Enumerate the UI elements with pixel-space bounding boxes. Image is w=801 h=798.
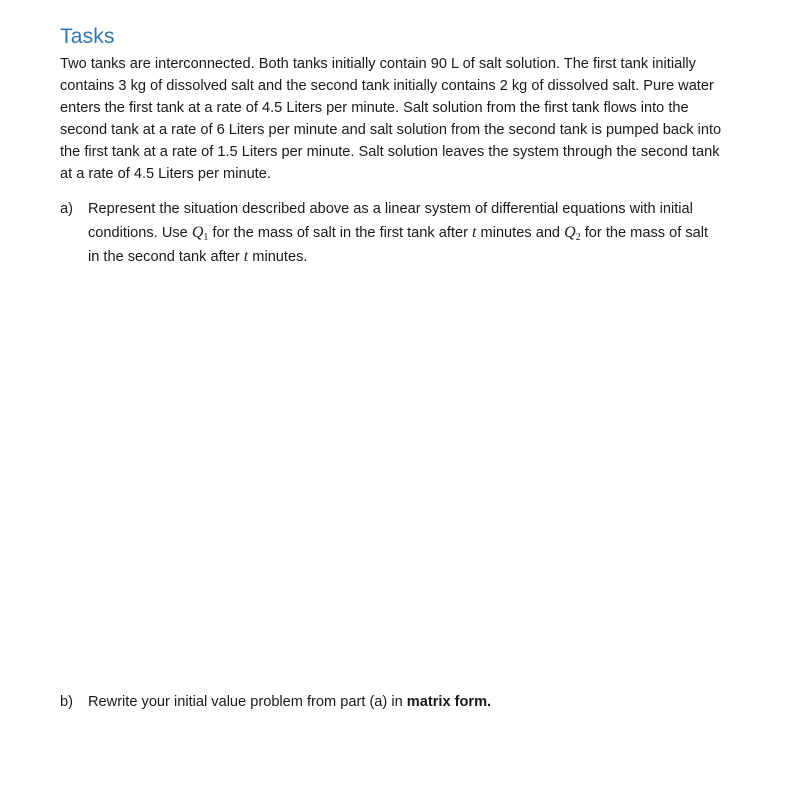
- t-symbol: t: [243, 248, 249, 265]
- task-a-text: for the mass of salt: [584, 225, 709, 241]
- task-a-text: minutes and: [480, 225, 561, 241]
- task-b-text: Rewrite your initial value problem from part (a) in: [88, 694, 403, 710]
- intro-line: enters the first tank at a rate of 4.5 Liters per minute. Salt solution from the first tank flows into the: [60, 100, 689, 116]
- task-a-line-3: [88, 245, 770, 269]
- intro-line: the first tank at a rate of 1.5 Liters per minute. Salt solution leaves the system through the second tank: [60, 144, 720, 160]
- q1-symbol: $Q_1$: [191, 224, 209, 243]
- task-b-bold-text: matrix form.: [406, 694, 492, 710]
- task-b: [60, 691, 770, 713]
- task-a: [60, 197, 770, 269]
- t-symbol: t: [472, 224, 477, 241]
- intro-line: at a rate of 4.5 Liters per minute.: [60, 166, 271, 182]
- task-a-text: minutes.: [252, 249, 308, 265]
- intro-paragraph: [60, 53, 760, 185]
- task-a-text: for the mass of salt in the first tank after: [212, 225, 468, 241]
- section-heading: Tasks: [60, 25, 115, 48]
- task-a-body: [88, 197, 770, 269]
- task-b-line: [88, 691, 770, 713]
- intro-line: contains 3 kg of dissolved salt and the second tank initially contains 2 kg of dissolved salt. Pure water: [60, 78, 714, 94]
- task-a-line-1: Represent the situation described above as a linear system of differential equations with initial: [88, 201, 693, 217]
- task-a-line-2: [88, 221, 770, 245]
- task-a-text: in the second tank after: [88, 249, 240, 265]
- task-b-body: [88, 691, 770, 713]
- task-b-marker: b): [60, 694, 73, 710]
- intro-line: second tank at a rate of 6 Liters per minute and salt solution from the second tank is pumped back into: [60, 122, 722, 138]
- task-a-marker: a): [60, 201, 73, 217]
- intro-line: Two tanks are interconnected. Both tanks initially contain 90 L of salt solution. The first tank initially: [60, 56, 696, 72]
- q2-symbol: $Q_2$: [564, 224, 581, 243]
- task-a-text: conditions. Use: [88, 225, 188, 241]
